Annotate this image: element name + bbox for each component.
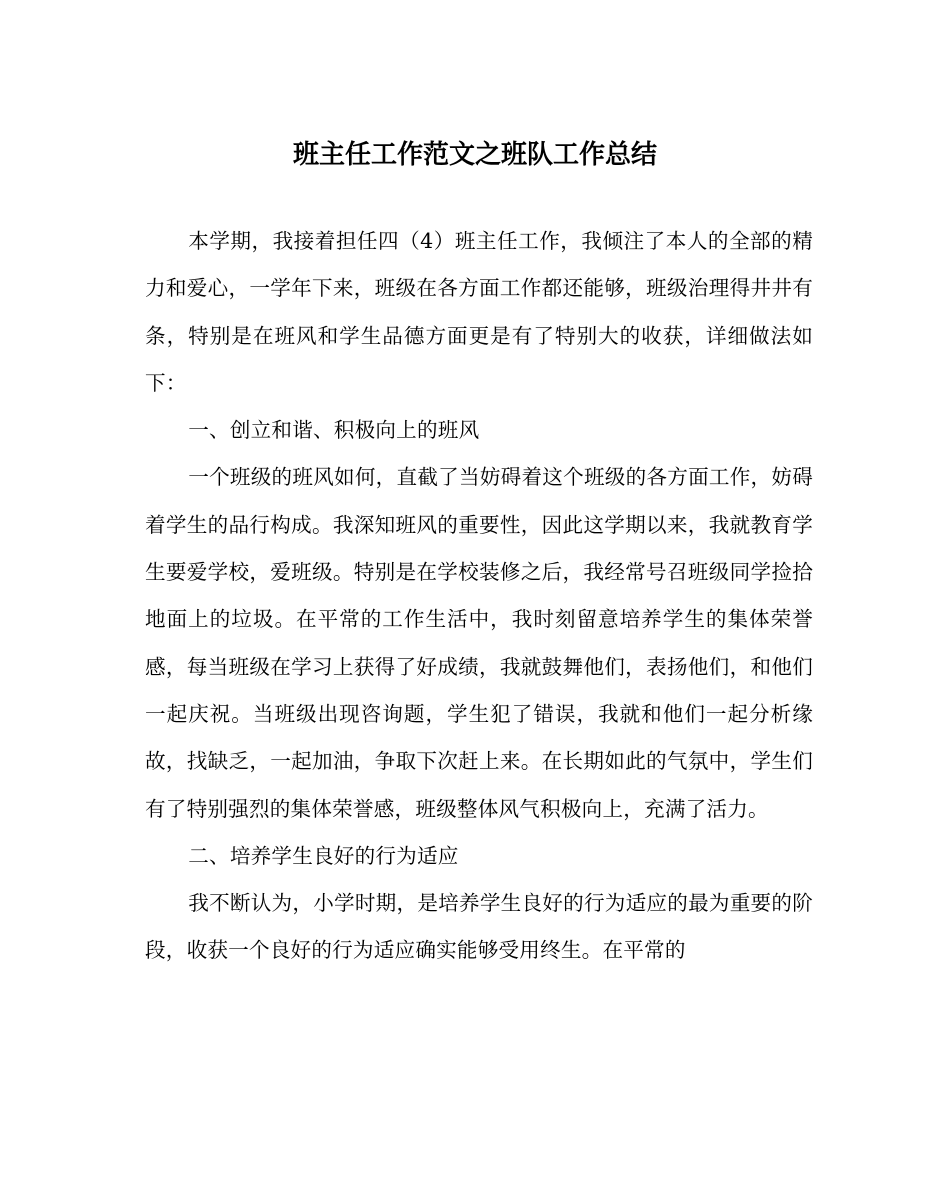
section-1-paragraph: 一个班级的班风如何，直截了当妨碍着这个班级的各方面工作，妨碍着学生的品行构成。我深知班风的重要性，因此这学期以来，我就教育学生要爱学校，爱班级。特别是在学校装修之后，我经常号召班级同学捡拾地面上的垃圾。在平常的工作生活中，我时刻留意培养学生的集体荣誉感，每当班级在学习上获得了好成绩，我就鼓舞他们，表扬他们，和他们一起庆祝。当班级出现咨询题，学生犯了错误，我就和他们一起分析缘故，找缺乏，一起加油，争取下次赶上来。在长期如此的气氛中，学生们有了特别强烈的集体荣誉感，班级整体风气积极向上，充满了活力。 <box>145 465 813 821</box>
document-body <box>145 218 813 975</box>
intro-paragraph: 本学期，我接着担任四（4）班主任工作，我倾注了本人的全部的精力和爱心，一学年下来，班级在各方面工作都还能够，班级治理得井井有条，特别是在班风和学生品德方面更是有了特别大的收获，详细做法如下： <box>145 229 813 395</box>
section-heading-2: 二、培养学生良好的行为适应 <box>188 843 459 868</box>
section-heading-1: 一、创立和谐、积极向上的班风 <box>188 418 480 443</box>
section-2-paragraph: 我不断认为，小学时期，是培养学生良好的行为适应的最为重要的阶段，收获一个良好的行为适应确实能够受用终生。在平常的 <box>145 891 813 963</box>
document-title: 班主任工作范文之班队工作总结 <box>292 140 657 170</box>
